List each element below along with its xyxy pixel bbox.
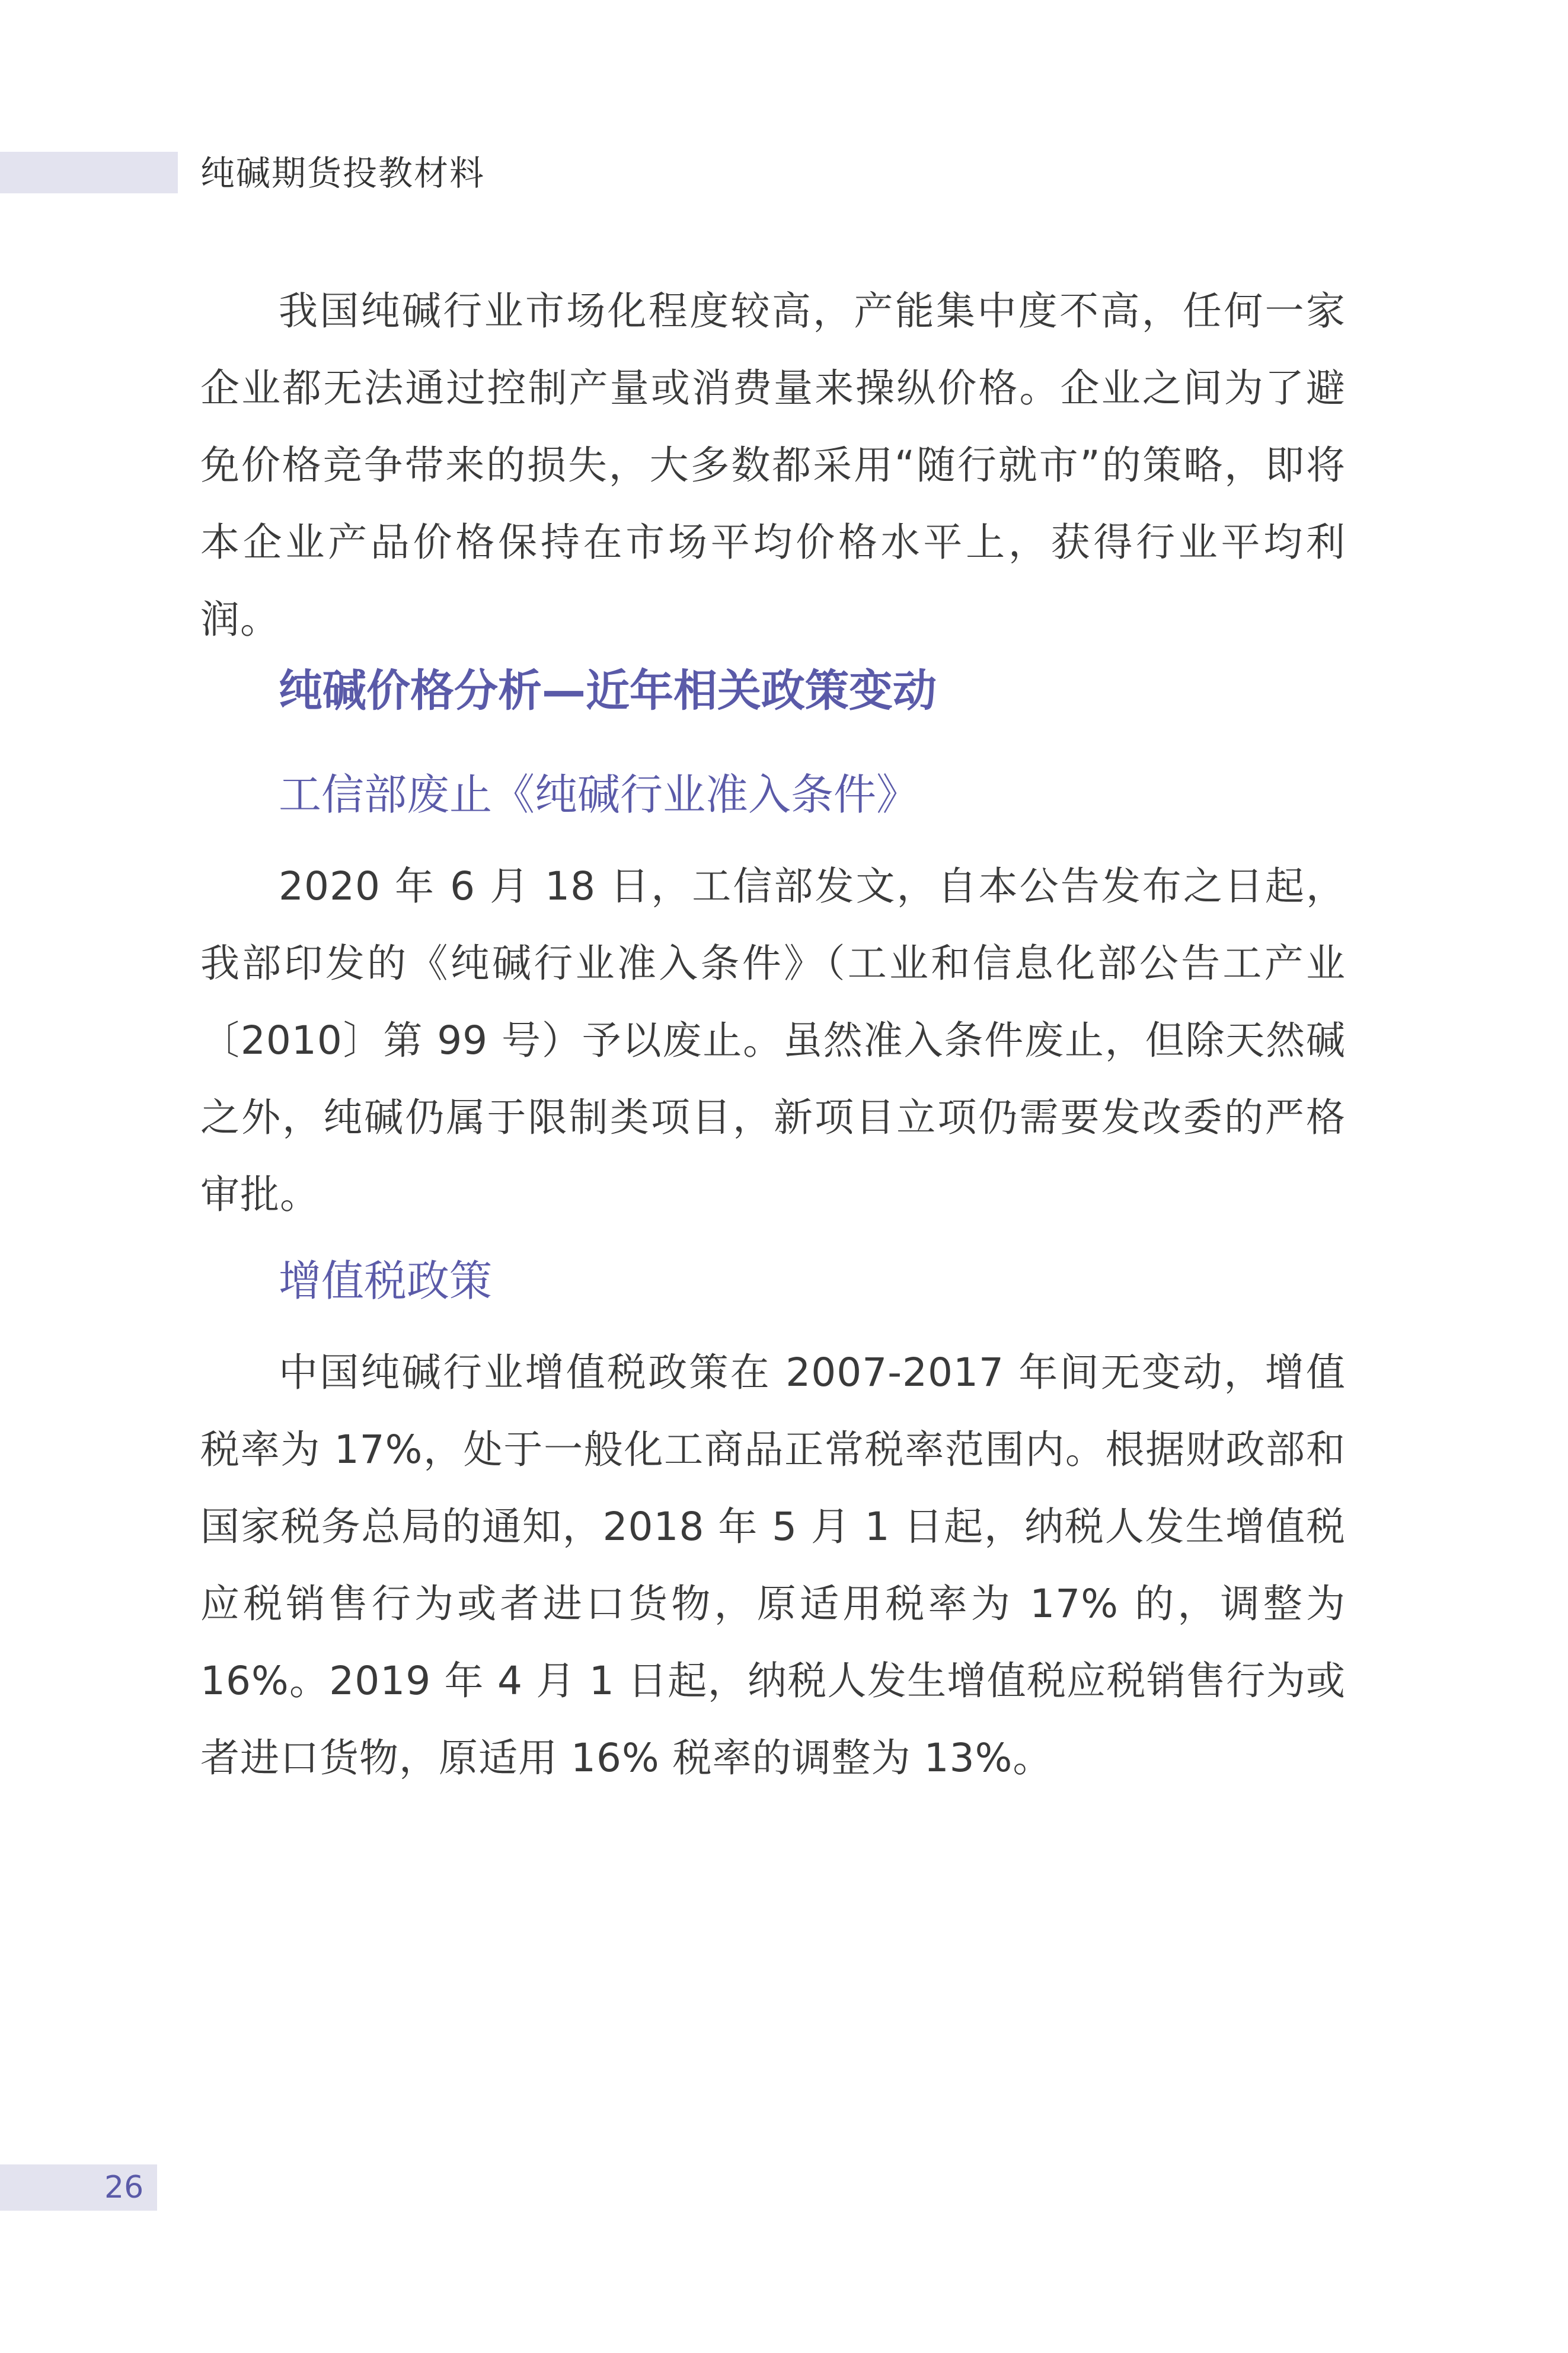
section-heading: 纯碱价格分析—近年相关政策变动	[279, 665, 937, 716]
subsection-paragraph-industry-access: 2020 年 6 月 18 日，工信部发文，自本公告发布之日起，我部印发的《纯碱行业准入条件》（工业和信息化部公告工产业〔2010〕第 99 号）予以废止。虽然准入条件废止，但除天然碱之外，纯碱仍属于限制类项目，新项目立项仍需要发改委的严格审批。	[200, 863, 1346, 1217]
subsection-paragraph-vat-policy: 中国纯碱行业增值税政策在 2007-2017 年间无变动，增值税率为 17%，处于一般化工商品正常税率范围内。根据财政部和国家税务总局的通知，2018 年 5 月 1 日起，纳税人发生增值税应税销售行为或者进口货物，原适用税率为 17% 的，调整为 16%。2019 年 4 月 1 日起，纳税人发生增值税应税销售行为或者进口货物，原适用 16% 税率的调整为 13%。	[200, 1350, 1346, 1781]
running-header-title: 纯碱期货投教材料	[200, 153, 486, 193]
subsection-title-vat-policy: 增值税政策	[279, 1256, 493, 1306]
subsection-title-industry-access: 工信部废止《纯碱行业准入条件》	[279, 770, 919, 820]
header-accent-bar	[0, 152, 178, 193]
intro-paragraph: 我国纯碱行业市场化程度较高，产能集中度不高，任何一家企业都无法通过控制产量或消费量来操纵价格。企业之间为了避免价格竞争带来的损失，大多数都采用“随行就市”的策略，即将本企业产品价格保持在市场平均价格水平上，获得行业平均利润。	[200, 288, 1346, 642]
page-number: 26	[104, 2170, 144, 2205]
